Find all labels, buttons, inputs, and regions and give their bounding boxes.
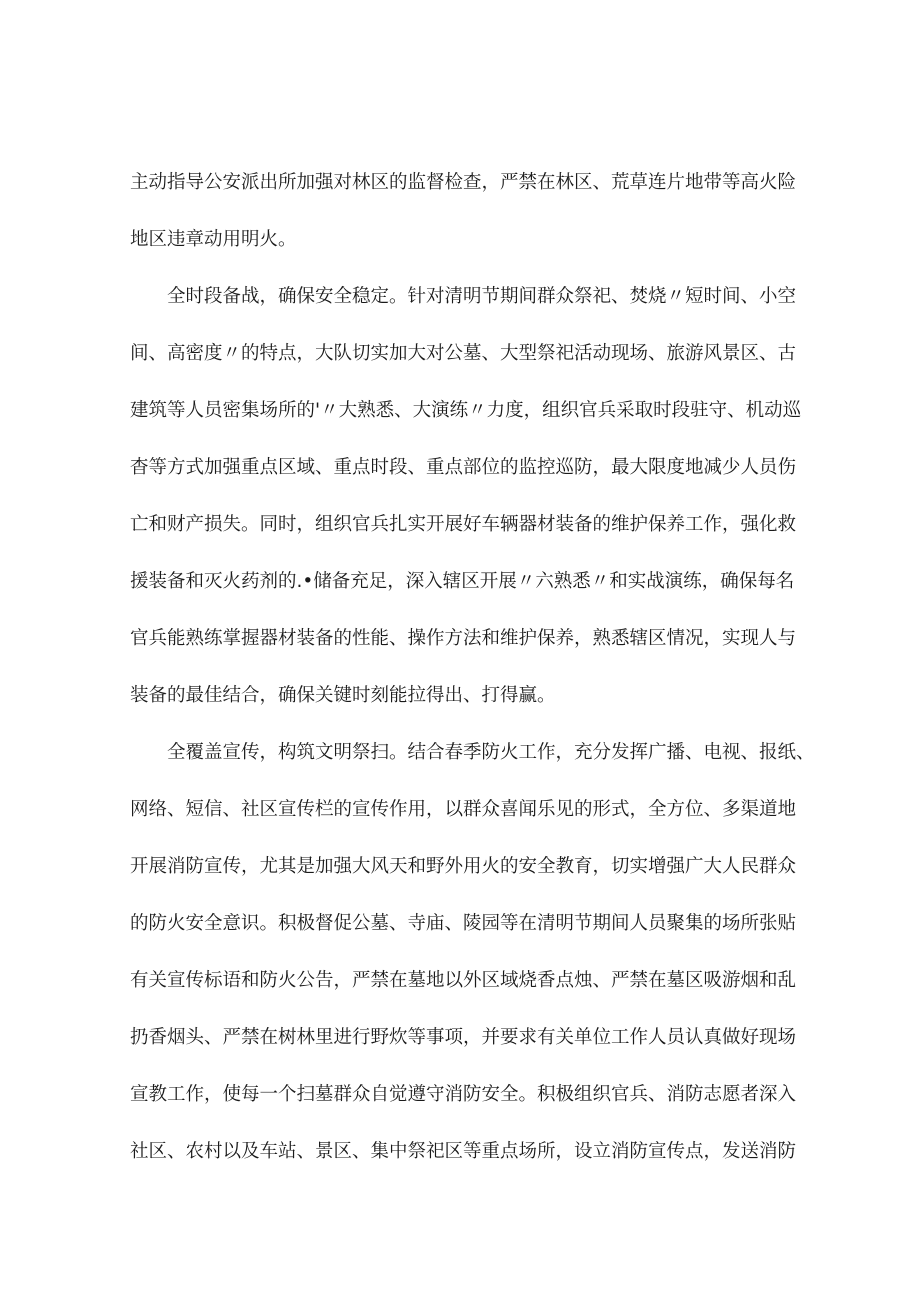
- text-line-17: 宣教工作，使每一个扫墓群众自觉遵守消防安全。积极组织官兵、消防志愿者深入: [130, 1084, 797, 1105]
- text-line-12: 网络、短信、社区宣传栏的宣传作用，以群众喜闻乐见的形式，全方位、多渠道地: [130, 799, 797, 820]
- text-line-16: 扔香烟头、严禁在树林里进行野炊等事项，并要求有关单位工作人员认真做好现场: [130, 1027, 797, 1048]
- text-line-15: 有关宣传标语和防火公告，严禁在墓地以外区域烧香点烛、严禁在墓区吸游烟和乱: [130, 970, 797, 991]
- paragraph-heading-line: 全覆盖宣传，构筑文明祭扫。结合春季防火工作，充分发挥广播、电视、报纸、: [167, 742, 815, 763]
- text-line-8: 援装备和灭火药剂的.•储备充足，深入辖区开展〃六熟悉〃和实战演练，确保每名: [130, 571, 795, 592]
- paragraph-heading-line: 全时段备战，确保安全稳定。针对清明节期间群众祭祀、焚烧〃短时间、小空: [167, 286, 797, 307]
- text-line-1: 主动指导公安派出所加强对林区的监督检查，严禁在林区、荒草连片地带等高火险: [130, 172, 797, 193]
- text-line-9: 官兵能熟练掌握器材装备的性能、操作方法和维护保养，熟悉辖区情况，实现人与: [130, 628, 797, 649]
- text-line-13: 开展消防宣传，尤其是加强大风天和野外用火的安全教育，切实增强广大人民群众: [130, 856, 797, 877]
- text-line-2: 地区违章动用明火。: [130, 229, 297, 250]
- text-line-6: 杳等方式加强重点区域、重点时段、重点部位的监控巡防，最大限度地减少人员伤: [130, 457, 797, 478]
- text-line-14: 的防火安全意识。积极督促公墓、寺庙、陵园等在清明节期间人员聚集的场所张贴: [130, 913, 797, 934]
- text-line-5: 建筑等人员密集场所的'〃大熟悉、大演练〃力度，组织官兵采取时段驻守、机动巡: [130, 400, 802, 421]
- text-line-18: 社区、农村以及车站、景区、集中祭祀区等重点场所，设立消防宣传点，发送消防: [130, 1141, 797, 1162]
- text-line-4: 间、高密度〃的特点，大队切实加大对公墓、大型祭祀活动现场、旅游风景区、古: [130, 343, 797, 364]
- text-line-10: 装备的最佳结合，确保关键时刻能拉得出、打得赢。: [130, 685, 556, 706]
- text-line-7: 亡和财产损失。同时，组织官兵扎实开展好车辆器材装备的维护保养工作，强化救: [130, 514, 797, 535]
